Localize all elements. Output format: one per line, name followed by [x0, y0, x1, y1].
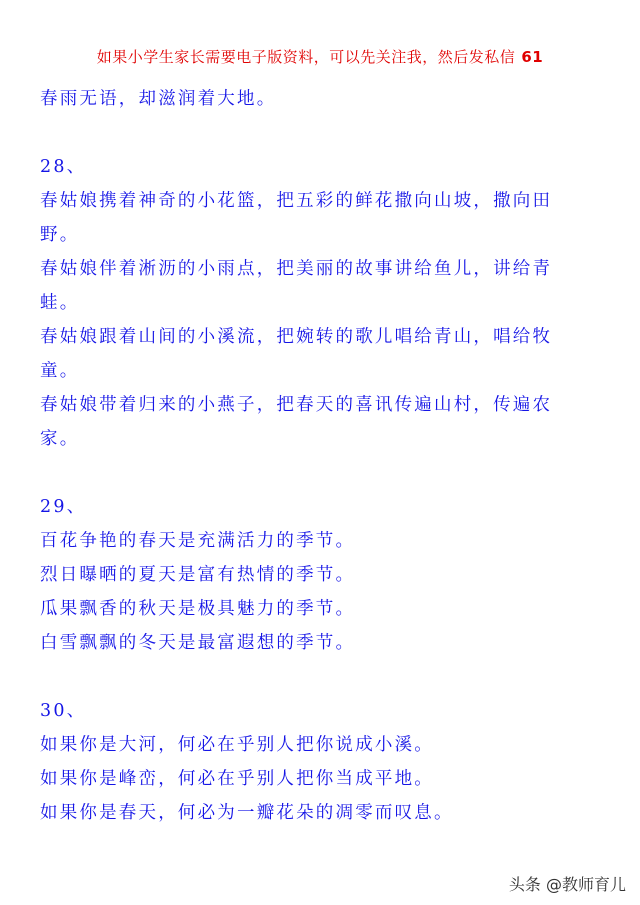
header-text: 如果小学生家长需要电子版资料，可以先关注我，然后发私信 — [96, 48, 516, 66]
page-number: 61 — [521, 48, 544, 66]
text-line: 蛙。 — [40, 293, 80, 313]
text-line: 童。 — [40, 361, 80, 381]
section-number-28: 28、 — [40, 157, 87, 177]
text-line: 如果你是峰峦，何必在乎别人把你当成平地。 — [40, 769, 434, 789]
text-line: 野。 — [40, 225, 80, 245]
text-line: 白雪飘飘的冬天是最富遐想的季节。 — [40, 633, 356, 653]
text-line: 如果你是大河，何必在乎别人把你说成小溪。 — [40, 735, 434, 755]
text-line: 春雨无语，却滋润着大地。 — [40, 89, 277, 109]
text-line: 百花争艳的春天是充满活力的季节。 — [40, 531, 356, 551]
section-gap — [40, 660, 615, 694]
section-number-29: 29、 — [40, 497, 87, 517]
text-line: 春姑娘跟着山间的小溪流，把婉转的歌儿唱给青山，唱给牧 — [40, 327, 553, 347]
source-watermark: 头条 @教师育儿 — [508, 875, 626, 894]
document-body — [40, 82, 615, 830]
section-gap — [40, 456, 615, 490]
text-line: 瓜果飘香的秋天是极具魅力的季节。 — [40, 599, 356, 619]
text-line: 春姑娘带着归来的小燕子，把春天的喜讯传遍山村，传遍农 — [40, 395, 553, 415]
text-line: 烈日曝晒的夏天是富有热情的季节。 — [40, 565, 356, 585]
section-number-30: 30、 — [40, 701, 87, 721]
text-line: 春姑娘伴着淅沥的小雨点，把美丽的故事讲给鱼儿，讲给青 — [40, 259, 553, 279]
text-line: 家。 — [40, 429, 80, 449]
page-header — [0, 46, 640, 67]
section-gap — [40, 116, 615, 150]
text-line: 春姑娘携着神奇的小花篮，把五彩的鲜花撒向山坡，撒向田 — [40, 191, 553, 211]
text-line: 如果你是春天，何必为一瓣花朵的凋零而叹息。 — [40, 803, 454, 823]
